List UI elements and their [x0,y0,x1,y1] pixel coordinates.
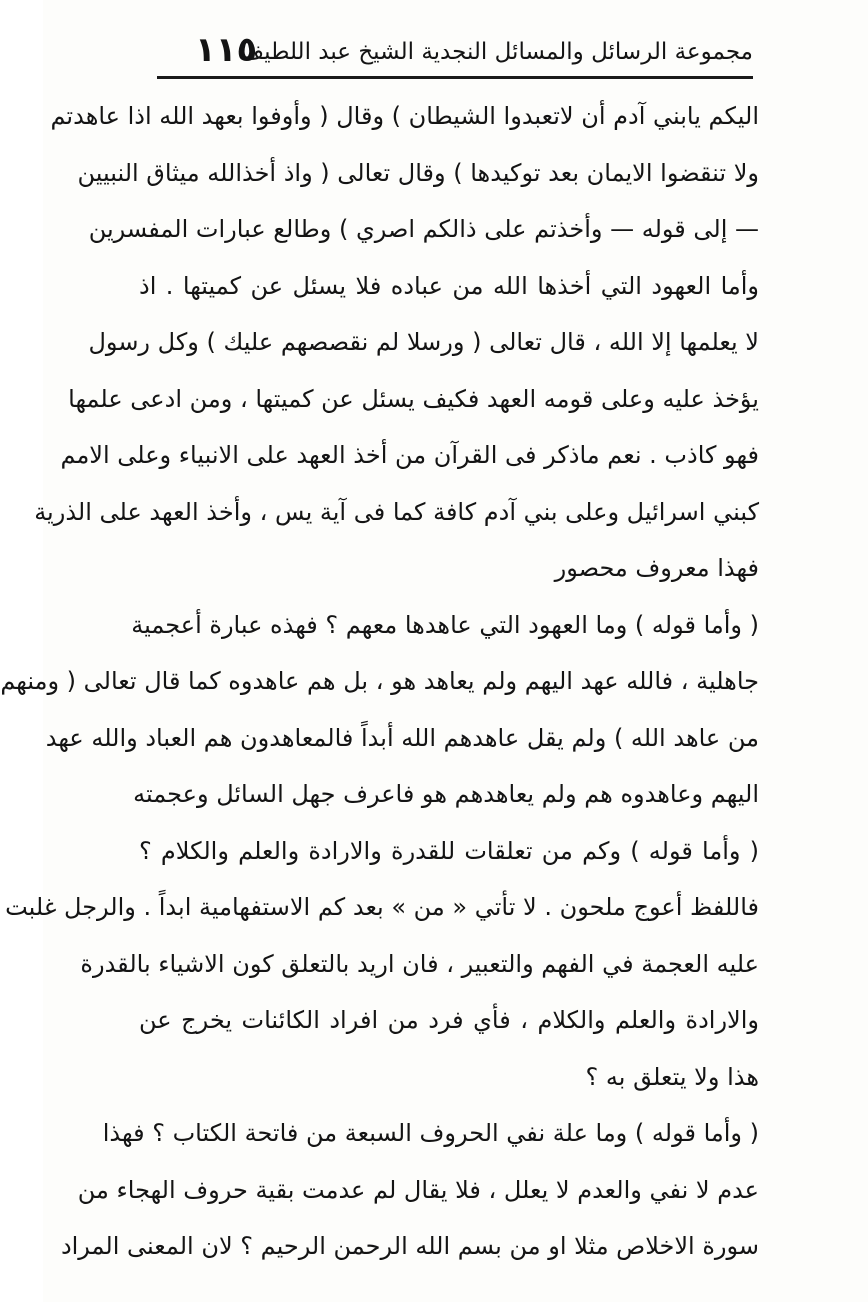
text-line: فاللفظ أعوج ملحون . لا تأتي « من » بعد كم الاستفهامية ابداً . والرجل غلبت [5,893,759,921]
text-line: والارادة والعلم والكلام ، فأي فرد من افراد الكائنات يخرج عن [139,1006,759,1034]
text-line: ( وأما قوله ) وما العهود التي عاهدها معهم ؟ فهذه عبارة أعجمية [131,610,759,639]
body-text [0,88,759,1275]
page-header [151,30,753,74]
text-line: يؤخذ عليه وعلى قومه العهد فكيف يسئل عن كميتها ، ومن ادعى علمها [68,384,759,413]
text-line: اليهم وعاهدوه هم ولم يعاهدهم هو فاعرف جهل السائل وعجمته [133,780,759,808]
text-line: فهذا معروف محصور [554,554,759,582]
text-line: لا يعلمها إلا الله ، قال تعالى ( ورسلا لم نقصصهم عليك ) وكل رسول [88,328,759,356]
text-line: اليكم يابني آدم أن لاتعبدوا الشيطان ) وقال ( وأوفوا بعهد الله اذا عاهدتم [50,102,759,130]
text-line: فهو كاذب . نعم ماذكر فى القرآن من أخذ العهد على الانبياء وعلى الامم [60,441,759,469]
running-title: مجموعة الرسائل والمسائل النجدية الشيخ عبد اللطيف [240,39,753,65]
header-rule [157,76,753,79]
text-line: وأما العهود التي أخذها الله من عباده فلا يسئل عن كميتها . اذ [139,271,759,300]
text-line: عدم لا نفي والعدم لا يعلل ، فلا يقال لم عدمت بقية حروف الهجاء من [77,1175,759,1204]
text-line: كبني اسرائيل وعلى بني آدم كافة كما فى آية يس ، وأخذ العهد على الذرية [34,497,759,526]
page-number: ١١٥ [195,30,258,70]
text-line: ( وأما قوله ) وكم من تعلقات للقدرة والارادة والعلم والكلام ؟ [139,836,759,865]
text-line: جاهلية ، فالله عهد اليهم ولم يعاهد هو ، بل هم عاهدوه كما قال تعالى ( ومنهم [0,667,759,695]
text-line: عليه العجمة في الفهم والتعبير ، فان اريد بالتعلق كون الاشياء بالقدرة [80,949,759,978]
text-line: — إلى قوله — وأخذتم على ذالكم اصري ) وطالع عبارات المفسرين [88,215,759,243]
text-line: سورة الاخلاص مثلا او من بسم الله الرحمن الرحيم ؟ لان المعنى المراد [60,1232,759,1260]
text-line: ( وأما قوله ) وما علة نفي الحروف السبعة من فاتحة الكتاب ؟ فهذا [102,1119,759,1147]
text-line: من عاهد الله ) ولم يقل عاهدهم الله أبداً فالمعاهدون هم العباد والله عهد [45,723,759,752]
text-line: ولا تنقضوا الايمان بعد توكيدها ) وقال تعالى ( واذ أخذالله ميثاق النبيين [77,158,759,187]
text-line: هذا ولا يتعلق به ؟ [585,1062,759,1091]
